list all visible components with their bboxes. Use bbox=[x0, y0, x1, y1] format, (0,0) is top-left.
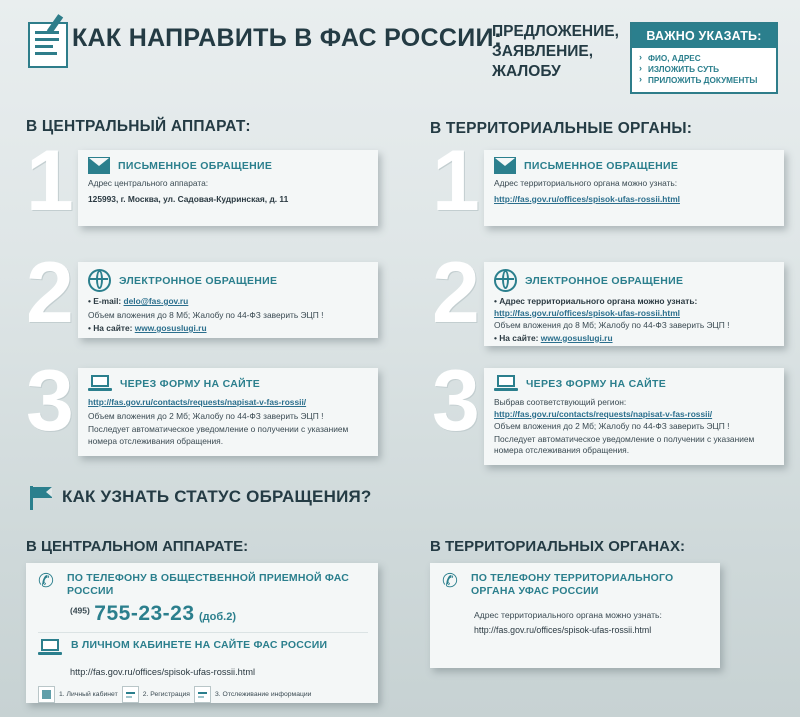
card-note: Объем вложения до 2 Мб; Жалобу по 44-ФЗ заверить ЭЦП ! bbox=[88, 410, 324, 421]
card-note: Объем вложения до 8 Мб; Жалобу по 44-ФЗ заверить ЭЦП ! bbox=[88, 309, 324, 320]
important-item: › ПРИЛОЖИТЬ ДОКУМЕНТЫ bbox=[648, 75, 772, 86]
phone-title: ПО ТЕЛЕФОНУ ТЕРРИТОРИАЛЬНОГО ОРГАНА УФАС РОССИИ bbox=[471, 572, 674, 597]
step-number-2-territorial: 2 bbox=[432, 245, 480, 341]
card-central-email bbox=[78, 262, 378, 338]
card-note: Объем вложения до 2 Мб; Жалобу по 44-ФЗ заверить ЭЦП ! bbox=[494, 421, 730, 431]
important-title: ВАЖНО УКАЗАТЬ: bbox=[632, 24, 776, 48]
address-label: Адрес территориального органа можно узнать: bbox=[474, 610, 662, 620]
important-box bbox=[630, 22, 778, 94]
step-label: 1. Личный кабинет bbox=[59, 690, 118, 698]
card-link[interactable]: http://fas.gov.ru/offices/spisok-ufas-rossii.html bbox=[494, 193, 680, 204]
mail-icon bbox=[88, 157, 110, 174]
card-title: ПИСЬМЕННОЕ ОБРАЩЕНИЕ bbox=[524, 159, 679, 172]
globe-icon bbox=[494, 269, 517, 292]
status-right-heading: В ТЕРРИТОРИАЛЬНЫХ ОРГАНАХ: bbox=[430, 538, 685, 555]
card-title: ЧЕРЕЗ ФОРМУ НА САЙТЕ bbox=[120, 378, 261, 390]
offices-link[interactable]: http://fas.gov.ru/offices/spisok-ufas-rossii.html bbox=[474, 625, 652, 635]
step-number-1-territorial: 1 bbox=[432, 133, 480, 229]
step-number-1-central: 1 bbox=[26, 133, 74, 229]
step-item bbox=[38, 686, 118, 703]
phone-extension: (доб.2) bbox=[199, 611, 236, 623]
phone-number: 755-23-23 bbox=[94, 602, 195, 625]
site-link[interactable]: www.gosuslugi.ru bbox=[134, 323, 207, 333]
card-title: ЭЛЕКТРОННОЕ ОБРАЩЕНИЕ bbox=[525, 274, 684, 287]
card-central-written bbox=[78, 150, 378, 226]
steps-row bbox=[26, 680, 378, 711]
step-label: 3. Отслеживание информации bbox=[215, 690, 312, 698]
card-territorial-written bbox=[484, 150, 784, 226]
laptop-icon bbox=[494, 375, 518, 393]
form-link[interactable]: http://fas.gov.ru/contacts/requests/napisat-v-fas-rossii/ bbox=[88, 397, 307, 407]
card-line: Адрес центрального аппарата: bbox=[88, 178, 209, 188]
card-title: ЭЛЕКТРОННОЕ ОБРАЩЕНИЕ bbox=[119, 274, 278, 287]
step-item bbox=[122, 686, 190, 703]
card-line: • Адрес территориального органа можно узнать: bbox=[494, 296, 698, 306]
card-territorial-form bbox=[484, 368, 784, 465]
step-number-3-central: 3 bbox=[26, 353, 74, 449]
card-line: 125993, г. Москва, ул. Садовая-Кудринская, д. 11 bbox=[88, 193, 289, 204]
territorial-column-heading: В ТЕРРИТОРИАЛЬНЫЕ ОРГАНЫ: bbox=[430, 120, 693, 137]
step-number-3-territorial: 3 bbox=[432, 353, 480, 449]
card-link[interactable]: http://fas.gov.ru/offices/spisok-ufas-rossii.html bbox=[494, 307, 680, 318]
phone-title: ПО ТЕЛЕФОНУ В ОБЩЕСТВЕННОЙ ПРИЕМНОЙ ФАС РОССИИ bbox=[67, 572, 350, 597]
status-panel-central bbox=[26, 563, 378, 703]
header bbox=[0, 0, 800, 112]
page-title: КАК НАПРАВИТЬ В ФАС РОССИИ: bbox=[72, 24, 503, 52]
step-number-2-central: 2 bbox=[26, 245, 74, 341]
flag-icon bbox=[30, 486, 52, 510]
globe-icon bbox=[88, 269, 111, 292]
card-line: Выбрав соответствующий регион: bbox=[494, 397, 627, 407]
phone-icon: ✆ bbox=[442, 571, 458, 592]
status-panel-territorial bbox=[430, 563, 720, 668]
laptop-icon bbox=[88, 375, 112, 393]
important-item: › ФИО, АДРЕС bbox=[648, 53, 772, 64]
card-note-2: Последует автоматическое уведомление о получении с указанием номера отслеживания обращения. bbox=[88, 424, 349, 446]
card-line: Адрес территориального органа можно узнать: bbox=[494, 178, 678, 188]
site-label: • На сайте: bbox=[494, 332, 539, 343]
header-subject: ПРЕДЛОЖЕНИЕ, ЗАЯВЛЕНИЕ, ЖАЛОБУ bbox=[492, 23, 619, 80]
cabinet-title: В ЛИЧНОМ КАБИНЕТЕ НА САЙТЕ ФАС РОССИИ bbox=[71, 639, 328, 651]
central-column-heading: В ЦЕНТРАЛЬНЫЙ АППАРАТ: bbox=[26, 118, 251, 135]
card-territorial-email bbox=[484, 262, 784, 346]
laptop-icon bbox=[38, 639, 62, 657]
card-note: Объем вложения до 8 Мб; Жалобу по 44-ФЗ заверить ЭЦП ! bbox=[494, 320, 730, 330]
important-list bbox=[632, 48, 776, 92]
status-section-title: КАК УЗНАТЬ СТАТУС ОБРАЩЕНИЯ? bbox=[62, 487, 372, 506]
card-central-form bbox=[78, 368, 378, 456]
site-label: • На сайте: bbox=[88, 323, 133, 333]
phone-area-code: (495) bbox=[70, 605, 90, 616]
phone-icon: ✆ bbox=[38, 571, 54, 592]
important-item: › ИЗЛОЖИТЬ СУТЬ bbox=[648, 64, 772, 75]
email-label: • E-mail: bbox=[88, 296, 122, 306]
step-label: 2. Регистрация bbox=[142, 690, 190, 698]
cabinet-link[interactable]: http://fas.gov.ru/offices/spisok-ufas-rossii.html bbox=[70, 667, 256, 677]
card-title: ПИСЬМЕННОЕ ОБРАЩЕНИЕ bbox=[118, 159, 273, 172]
email-value[interactable]: delo@fas.gov.ru bbox=[123, 296, 189, 306]
step-item bbox=[194, 686, 311, 703]
card-note-2: Последует автоматическое уведомление о получении с указанием номера отслеживания обращения. bbox=[494, 433, 755, 455]
status-left-heading: В ЦЕНТРАЛЬНОМ АППАРАТЕ: bbox=[26, 538, 249, 555]
card-link[interactable]: http://fas.gov.ru/contacts/requests/napisat-v-fas-rossii/ bbox=[494, 408, 713, 419]
card-title: ЧЕРЕЗ ФОРМУ НА САЙТЕ bbox=[526, 378, 667, 390]
site-link[interactable]: www.gosuslugi.ru bbox=[540, 332, 613, 343]
mail-icon bbox=[494, 157, 516, 174]
